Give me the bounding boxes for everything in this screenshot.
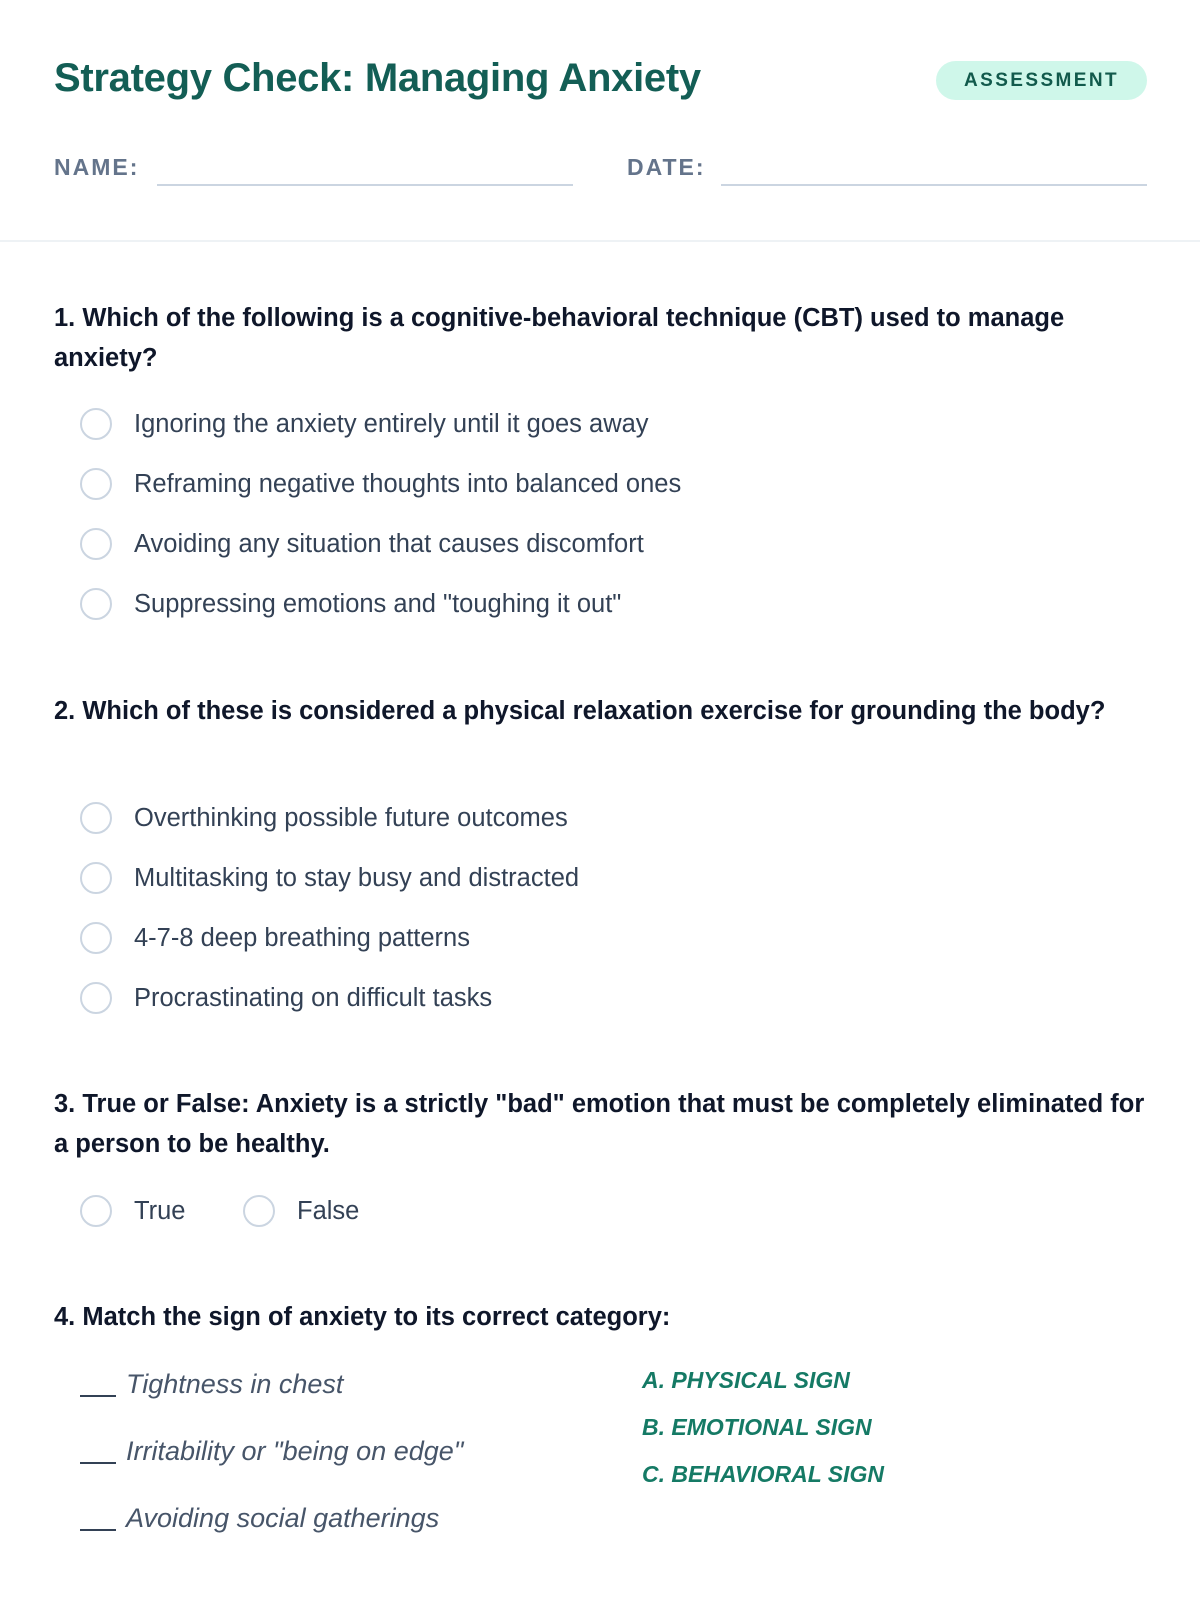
date-label: DATE: xyxy=(627,154,706,180)
radio-button[interactable] xyxy=(80,408,112,440)
page-title: Strategy Check: Managing Anxiety xyxy=(54,56,701,100)
date-field[interactable] xyxy=(721,184,1147,186)
q2-option-1[interactable] xyxy=(80,800,568,836)
q1-option-4[interactable] xyxy=(80,586,621,622)
radio-button[interactable] xyxy=(243,1195,275,1227)
q1-option-1[interactable] xyxy=(80,406,649,442)
radio-button[interactable] xyxy=(80,468,112,500)
q3-option-true[interactable] xyxy=(80,1193,186,1229)
match-item-2 xyxy=(80,1433,463,1469)
match-item-1 xyxy=(80,1366,343,1402)
name-label: NAME: xyxy=(54,154,140,180)
question-1: 1. Which of the following is a cognitive-behavioral technique (CBT) used to manage anxiety? xyxy=(54,304,1065,372)
q2-option-3[interactable] xyxy=(80,920,470,956)
radio-button[interactable] xyxy=(80,862,112,894)
radio-button[interactable] xyxy=(80,528,112,560)
option-label: 4-7-8 deep breathing patterns xyxy=(134,923,470,952)
answer-blank[interactable] xyxy=(80,1529,116,1531)
q1-option-3[interactable] xyxy=(80,526,644,562)
radio-button[interactable] xyxy=(80,588,112,620)
match-item-3 xyxy=(80,1500,439,1536)
option-label: Multitasking to stay busy and distracted xyxy=(134,863,580,892)
q2-option-4[interactable] xyxy=(80,980,492,1016)
match-item-label: Avoiding social gatherings xyxy=(126,1502,440,1533)
option-label: Reframing negative thoughts into balanced ones xyxy=(134,469,682,498)
radio-button[interactable] xyxy=(80,1195,112,1227)
option-label: Suppressing emotions and "toughing it out" xyxy=(134,589,622,618)
radio-button[interactable] xyxy=(80,982,112,1014)
assessment-badge: ASSESSMENT xyxy=(936,61,1147,100)
option-label: Avoiding any situation that causes discomfort xyxy=(134,529,644,558)
category-behavioral: C. BEHAVIORAL SIGN xyxy=(642,1461,884,1487)
category-emotional: B. EMOTIONAL SIGN xyxy=(642,1414,872,1440)
question-2: 2. Which of these is considered a physical relaxation exercise for grounding the body? xyxy=(54,697,1106,725)
category-physical: A. PHYSICAL SIGN xyxy=(642,1367,850,1393)
name-field[interactable] xyxy=(157,184,573,186)
option-label: False xyxy=(297,1196,360,1225)
match-item-label: Tightness in chest xyxy=(126,1368,344,1399)
radio-button[interactable] xyxy=(80,922,112,954)
question-3: 3. True or False: Anxiety is a strictly "bad" emotion that must be completely eliminated for a person to be healthy. xyxy=(54,1090,1145,1158)
option-label: Ignoring the anxiety entirely until it goes away xyxy=(134,409,649,438)
radio-button[interactable] xyxy=(80,802,112,834)
answer-blank[interactable] xyxy=(80,1462,116,1464)
worksheet-header xyxy=(0,0,1200,242)
q3-option-false[interactable] xyxy=(243,1193,359,1229)
answer-blank[interactable] xyxy=(80,1395,116,1397)
option-label: Procrastinating on difficult tasks xyxy=(134,983,493,1012)
q1-option-2[interactable] xyxy=(80,466,681,502)
match-item-label: Irritability or "being on edge" xyxy=(126,1435,464,1466)
question-4: 4. Match the sign of anxiety to its correct category: xyxy=(54,1303,671,1331)
option-label: Overthinking possible future outcomes xyxy=(134,803,568,832)
option-label: True xyxy=(134,1196,186,1225)
q2-option-2[interactable] xyxy=(80,860,579,896)
